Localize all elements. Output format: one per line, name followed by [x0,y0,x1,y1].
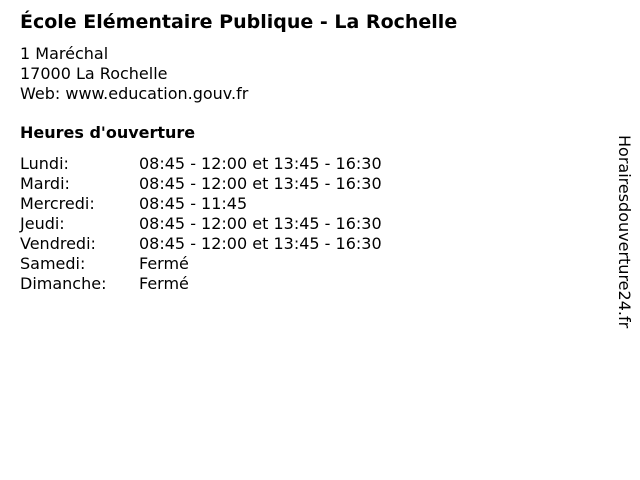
day-label: Samedi: [20,254,86,273]
day-label: Jeudi: [20,214,65,233]
time-value: Fermé [139,274,189,293]
hours-heading: Heures d'ouverture [20,123,196,142]
day-label: Mardi: [20,174,70,193]
address-block [20,44,248,104]
time-value: Fermé [139,254,189,273]
site-watermark [614,135,634,375]
day-label: Lundi: [20,154,69,173]
page-title: École Elémentaire Publique - La Rochelle [20,11,458,33]
address-street: 1 Maréchal [20,44,109,63]
time-value: 08:45 - 12:00 et 13:45 - 16:30 [139,234,382,253]
time-value: 08:45 - 12:00 et 13:45 - 16:30 [139,174,382,193]
address-web: Web: www.education.gouv.fr [20,84,249,103]
site-watermark-text: Horairesdouverture24.fr [615,135,634,329]
time-value: 08:45 - 11:45 [139,194,248,213]
time-value: 08:45 - 12:00 et 13:45 - 16:30 [139,214,382,233]
day-label: Mercredi: [20,194,95,213]
day-label: Vendredi: [20,234,96,253]
address-city: 17000 La Rochelle [20,64,168,83]
time-value: 08:45 - 12:00 et 13:45 - 16:30 [139,154,382,173]
day-label: Dimanche: [20,274,107,293]
